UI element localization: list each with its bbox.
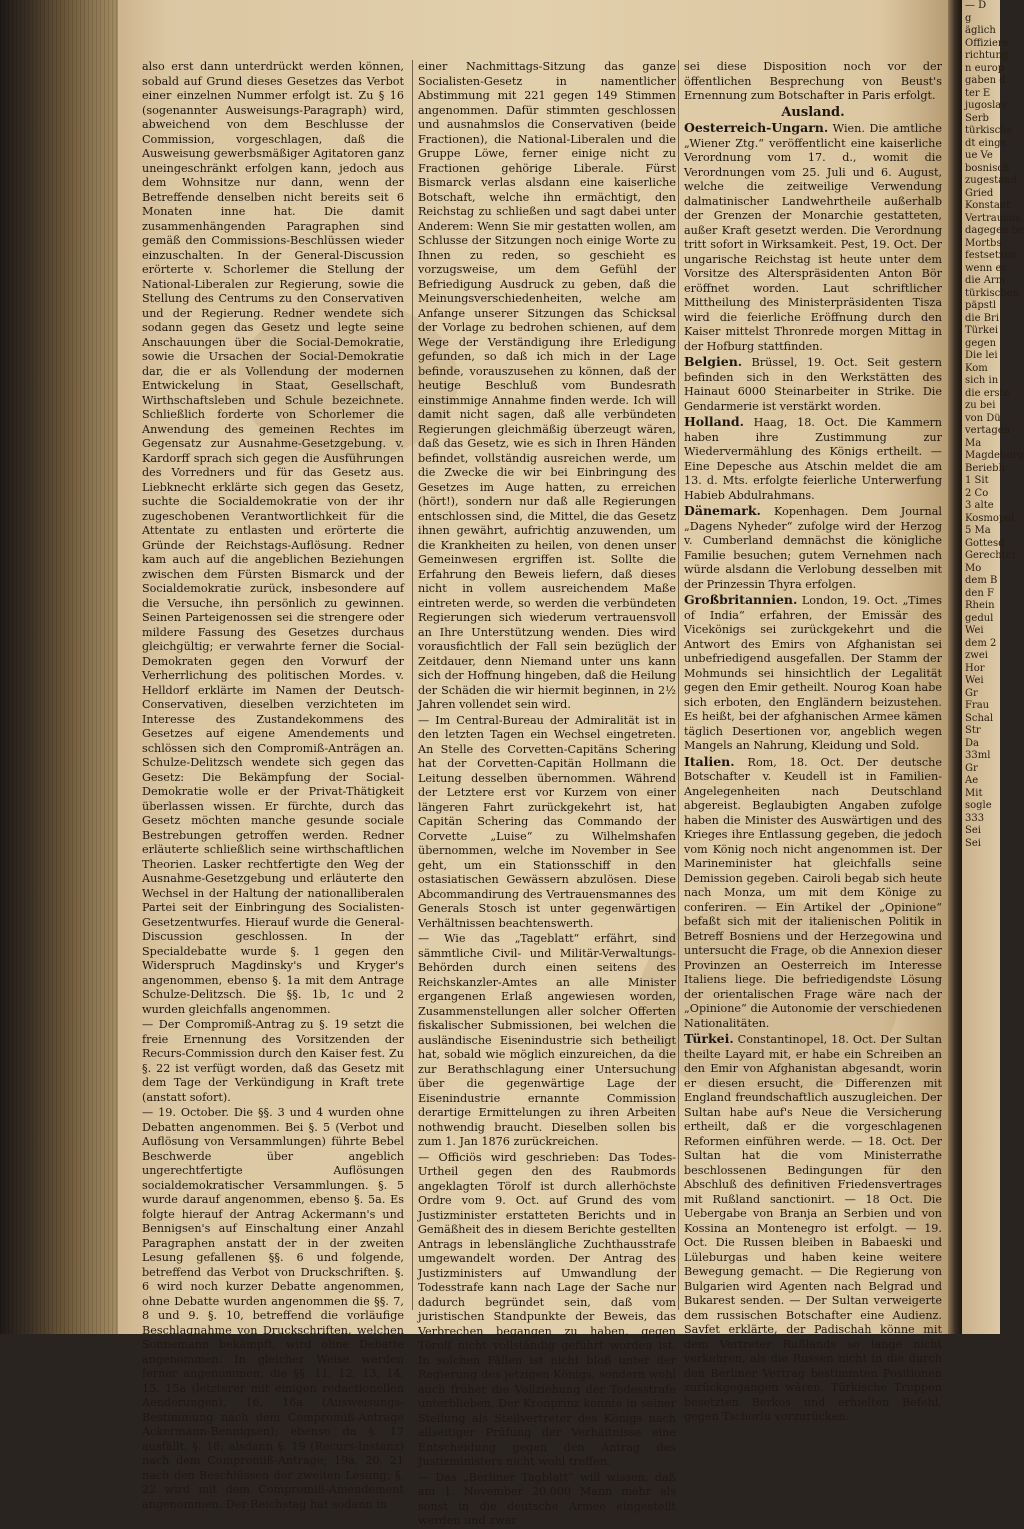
next-page-fragment: Ae xyxy=(965,775,979,786)
next-page-fragment: die Arm xyxy=(965,275,1006,286)
article-paragraph: — Der Compromiß-Antrag zu §. 19 setzt die freie Ernennung des Vorsitzenden der Recurs-Commission durch den Kaiser fest. Zu §. 22 ist verfügt worden, daß das Gesetz mit dem Tage der Verkündigung in Kraft trete (anstatt sofort). xyxy=(142,1018,404,1104)
next-page-fragment: Frau xyxy=(965,700,990,711)
next-page-fragment: Kom xyxy=(965,362,988,374)
next-page-fragment: Kosmopol xyxy=(965,512,1015,524)
next-page-fragment: Rhein xyxy=(965,600,995,611)
next-page-fragment: Türkei xyxy=(965,325,999,336)
next-page-fragment: Magdeburg xyxy=(965,450,1024,461)
section-heading: Ausland. xyxy=(781,104,845,120)
next-page-fragment: gedul xyxy=(965,612,994,624)
next-page-fragment: ter E xyxy=(965,87,991,99)
next-page-fragment: die erste xyxy=(965,387,1010,399)
next-page-fragment: Vertrauens xyxy=(965,212,1021,224)
next-page-fragment: Sei xyxy=(965,825,981,836)
next-page-fragment: Sei xyxy=(965,837,981,849)
country-heading: Italien. xyxy=(684,753,735,769)
next-page-fragment: zu bei xyxy=(965,400,996,411)
next-page-fragment: Gr xyxy=(965,687,978,699)
next-page-fragment: n europ xyxy=(965,62,1005,74)
article-paragraph: einer Nachmittags-Sitzung das ganze Socialisten-Gesetz in namentlicher Abstimmung mit 221 gegen 149 Stimmen angenommen. Dafür stimmten geschlossen und ausnahmslos die Conservativen (beide Fractionen), die National-Liberalen und die Gruppe Löwe, ferner einige nicht zu Fractionen gehörige Liberale. Fürst Bismarck verlas alsdann eine kaiserliche Botschaft, welche ihn ermächtigt, den Reichstag zu schließen und sagt dabei unter Anderem: Wenn Sie mir gestatten wollen, am Schlusse der Sitzungen noch einige Worte zu Ihnen zu reden, so geschieht es vorzugsweise, um dem Gefühl der Befriedigung Ausdruck zu geben, daß die Meinungsverschiedenheiten, welche am Anfange unserer Sitzungen das Schicksal der Vorlage zu bedrohen schienen, auf dem Wege der Verständigung ihre Erledigung gefunden, so daß ich mich in der Lage befinde, vorauszusehen zu können, daß der heutige Beschluß vom Bundesrath einstimmige Annahme finden werde. Ich will damit nicht sagen, daß alle verbündeten Regierungen gleichmäßig überzeugt wären, daß das Gesetz, wie es sich in Ihren Händen befindet, vollständig ausreichen werde, um die Zwecke die wir bei Einbringung des Gesetzes im Auge hatten, zu erreichen (hört!), sondern nur daß alle Regierungen entschlossen sind, die Mittel, die das Gesetz ihnen gewährt, aufrichtig anzuwenden, um die Krankheiten zu heilen, von denen unser Gemeinwesen ergriffen ist. Sollte die Erfahrung den Beweis liefern, daß dieses nicht in vollem ausreichendem Maße eintreten werde, so werden die verbündeten Regierungen sich wiederum vertrauensvoll an Ihre Unterstützung wenden. Dies wird vorausfichtlich der Fall sein bezüglich der Zeitdauer, denn Niemand unter uns kann sich der Hoffnung hingeben, daß die Heilung der Schäden die wir hiermit beginnen, in 2½ Jahren vollendet sein wird. xyxy=(418,60,676,711)
next-page-fragment: wenn er xyxy=(965,262,1007,274)
country-report xyxy=(684,1032,942,1425)
next-page-fragment: Gottesd xyxy=(965,537,1005,549)
next-page-fragment: 333 xyxy=(965,812,985,824)
next-page-fragment: zugestand xyxy=(965,175,1017,186)
country-report-text: Constantinopel, 18. Oct. Der Sultan theilte Layard mit, er habe ein Schreiben an den Emir von Afghanistan abgesandt, worin er diesen ersucht, die Differenzen mit England freundschaftlich auszugleichen. Der Sultan habe auf's Neue die Versicherung ertheilt, daß er die vorgeschlagenen Reformen einführen werde. — 18. Oct. Der Sultan hat die vom Ministerrathe beschlossenen Bedingungen für den Abschluß des definitiven Friedensvertrages mit Rußland sanctionirt. — 18 Oct. Die Uebergabe von Branja an Serbien und von Kossina an Montenegro ist erfolgt. — 19. Oct. Die Russen bleiben in Babaeski und Lüleburgas und haben keine weitere Bewegung gemacht. — Die Regierung von Bulgarien wird Agenten nach Belgrad und Bukarest senden. — Der Sultan verweigerte dem russischen Botschafter eine Audienz. Savfet erklärte, der Padischah könne mit dem Vertreter Rußlands so lange nicht verkehren, als die Russen nicht in die durch den Berliner Vertrag bestimmten Positionen zurückgegangen wären. Türkische Truppen besetzten Berkos und erhielten Befehl, gegen Tschorlu vorzurücken. xyxy=(684,1033,942,1423)
next-page-fragment: türkischen xyxy=(965,287,1020,299)
next-page-fragment: Str xyxy=(965,725,981,736)
next-page-fragment: sich in xyxy=(965,375,999,386)
country-report-text: Kopenhagen. Dem Journal „Dagens Nyheder“ zufolge wird der Herzog v. Cumberland demnächst die königliche Familie besuchen; gutem Vernehmen nach würde alsdann die Verlobung desselben mit der Prinzessin Thyra erfolgen. xyxy=(684,505,942,591)
next-page-fragment: festsetzen xyxy=(965,250,1017,261)
newspaper-page xyxy=(118,0,948,1527)
country-report xyxy=(684,755,942,1032)
country-report-text: Rom, 18. Oct. Der deutsche Botschafter v. Keudell ist in Familien-Angelegenheiten nach Deutschland abgereist. Beglaubigten Angaben zufolge haben die Minister des Auswärtigen und des Krieges ihre Entlassung gegeben, die jedoch vom König noch nicht angenommen ist. Der Marineminister hat gleichfalls seine Demission gegeben. Cairoli begab sich heute nach Monza, um mit dem Könige zu conferiren. — Ein Artikel der „Opinione“ befaßt sich mit der italienischen Politik in Betreff Bosniens und der Herzegowina und untersucht die Frage, ob die Annexion dieser Provinzen an Oesterreich im Interesse Italiens liege. Die befriedigendste Lösung der orientalischen Frage wäre nach der „Opinione“ die Autonomie der verschiedenen Nationalitäten. xyxy=(684,755,942,1030)
next-page-fragment: Gried xyxy=(965,187,994,199)
next-page-edge xyxy=(962,0,1024,1334)
column-2 xyxy=(412,60,676,1527)
next-page-fragment: Wei xyxy=(965,675,984,686)
article-paragraph: — Wie das „Tageblatt“ erfährt, sind sämmtliche Civil- und Militär-Verwaltungs-Behörden durch einen seitens des Reichskanzler-Amtes an alle Minister ergangenen Erlaß angewiesen worden, Zusammenstellungen aller solcher Offerten fiskalischer Submissionen, bei welchen die ausländische Eisenindustrie sich betheiligt hat, sobald wie möglich einzureichen, da die zur Berathschlagung einer Untersuchung über die gegenwärtige Lage der Eisenindustrie ernannte Commission derartige Ermittelungen zu ihren Arbeiten nothwendig braucht. Dieselben sollen bis zum 1. Jan 1876 zurückreichen. xyxy=(418,932,676,1148)
article-paragraph: — Im Central-Bureau der Admiralität ist in den letzten Tagen ein Wechsel eingetreten. An Stelle des Corvetten-Capitäns Schering hat der Corvetten-Capitän Hollmann die Leitung desselben übernommen. Während der Letztere erst vor Kurzem von einer längeren Fahrt zurückgekehrt ist, hat Capitän Schering das Commando der Corvette „Luise“ zu Wilhelmshafen übernommen, welche im November in See geht, um ein Stationsschiff in den ostasiatischen Gewässern abzulösen. Diese Abcommandirung des Vertrauensmannes des Generals Stosch ist unter gegenwärtigen Verhältnissen beachtenswerth. xyxy=(418,713,676,930)
next-page-fragment: dagegen be xyxy=(965,225,1024,236)
next-page-fragment: päpstl xyxy=(965,300,997,311)
article-paragraph: — 19. October. Die §§. 3 und 4 wurden ohne Debatten angenommen. Bei §. 5 (Verbot und Auflösung von Versammlungen) führte Bebel Beschwerde über angeblich ungerechtfertigte Auflösungen socialdemokratischer Versammlungen. §. 5 wurde darauf angenommen, ebenso §. 5a. Es folgte hierauf der Antrag Ackermann's und Bennigsen's auf Einschaltung einer Anzahl Paragraphen anstatt der in der zweiten Lesung gefallenen §§. 6 und folgende, betreffend das Verbot von Druckschriften. §. 6 wird noch kurzer Debatte angenommen, ohne Debatte wurden angenommen die §§. 7, 8 und 9. §. 10, betreffend die vorläufige Beschlagnahme von Druckschriften, welchen Sonnemann bekämpft, wird ohne Debatte angenommen. In gleicher Weise werden ferner angenommen, die §§. 11, 12, 13, 14, 15, 15a (letzterer mit einigen redactionellen Aenderungen), 16, 16a (Ausweisungs-Bestimmung nach dem Compromiß-Antrage Ackermann-Bennigsen); ebenso da §. 17 ausfällt, §. 18; alsdann §. 19 (Recurs-Instanz) nach dem Compromiß-Antrage; 19a, 20, 21 nach den Beschlüssen der zweiten Lesung; §. 22 wird mit dem Compromiß-Amendement angenommen. Der Reichstag hat sodann in xyxy=(142,1106,404,1511)
next-page-fragment: vertagen xyxy=(965,425,1011,436)
country-report xyxy=(684,355,942,414)
country-report-text: Haag, 18. Oct. Die Kammern haben ihre Zustimmung zur Wiedervermählung des Königs ertheilt. — Eine Depesche aus Atschin meldet die am 13. d. Mts. erfolgte feierliche Unterwerfung Habieb Abdulrahmans. xyxy=(684,416,942,502)
article-paragraph: — Das „Berliner Tagblatt“ will wissen, daß am 1. November 20,000 Mann mehr als sonst in die deutsche Armee eingestellt werden und zwar xyxy=(418,1470,676,1527)
country-report-text: London, 19. Oct. „Times of India“ erfahren, der Emissär des Vicekönigs sei zurückgekehrt und die Antwort des Emirs von Afghanistan sei unbefriedigend ausgefallen. Der Stamm der Mohmunds sei hinsichtlich der Legalität gegen den Emir getheilt. Nourog Koan habe sich erboten, den Engländern beizustehen. Es heißt, bei der afghanischen Armee kämen täglich Desertionen vor, angeblich wegen Mangels an Nahrung, Kleidung und Sold. xyxy=(684,594,942,752)
next-page-fragment: gegen xyxy=(965,337,997,349)
country-report xyxy=(684,415,942,503)
next-page-fragment: 3 alte xyxy=(965,500,994,511)
country-heading: Belgien. xyxy=(684,354,743,369)
next-page-fragment: sogle xyxy=(965,800,992,811)
next-page-fragment: ue Ve xyxy=(965,150,993,161)
next-page-fragment: g xyxy=(965,12,972,24)
next-page-fragment: dem B xyxy=(965,575,998,586)
next-page-fragment: Mo xyxy=(965,562,982,574)
next-page-fragment: jugoslav xyxy=(965,100,1007,111)
next-page-fragment: türkische xyxy=(965,125,1013,136)
next-page-fragment: richtung xyxy=(965,50,1009,61)
next-page-fragment: von Dü xyxy=(965,412,1001,424)
next-page-fragment: 1 Sit xyxy=(965,475,989,486)
next-page-fragment: Da xyxy=(965,737,979,749)
next-page-fragment: gaben d xyxy=(965,75,1006,86)
column-1 xyxy=(142,60,404,1511)
country-report-text: Wien. Die amtliche „Wiener Ztg.“ veröffentlicht eine kaiserliche Verordnung vom 17. d., womit die Verordnungen vom 25. Juli und 6. August, welche die zeitweilige Verwendung dalmatinischer Landwehrtheile außerhalb der Grenzen der Monarchie gestatteten, außer Kraft gesetzt werden. Die Verordnung tritt sofort in Wirksamkeit. Pest, 19. Oct. Der ungarische Reichstag ist heute unter dem Vorsitze des Alterspräsidenten Anton Bör eröffnet worden. Laut schriftlicher Mittheilung des Ministerpräsidenten Tisza wird die feierliche Eröffnung durch den Kaiser mittelst Thronrede morgen Mittag in der Hofburg stattfinden. xyxy=(684,122,942,353)
next-page-fragment: Gr xyxy=(965,762,978,774)
article-paragraph: sei diese Disposition noch vor der öffentlichen Besprechung von Beust's Ernennung zum Botschafter in Paris erfolgt. xyxy=(684,60,942,102)
next-page-fragment: Serb xyxy=(965,112,989,124)
next-page-fragment: den F xyxy=(965,587,994,599)
article-paragraph: — Officiös wird geschrieben: Das Todes-Urtheil gegen den des Raubmords angeklagten Törolf ist durch allerhöchste Ordre vom 9. Oct. auf Grund des vom Justizminister erstatteten Berichts und in Gemäßheit des in diesem Berichte gestellten Antrags in lebenslängliche Zuchthausstrafe umgewandelt worden. Der Antrag des Justizministers auf Umwandlung der Todesstrafe kann nach Lage der Sache nur dadurch begründet sein, daß vom juristischen Standpunkte der Beweis, das Verbrechen begangen zu haben, gegen Törolf nicht vollständig geführt worden ist. In solchen Fällen ist nicht bloß unter der Regierung des jetzigen Königs, sondern wohl auch früher die Vollziehung der Todesstrafe unterblieben. Der Kronprinz konnte in seiner Stellung als Stellvertreter des Königs nach allseitiger Prüfung der Verhältnisse eine Entscheidung gegen den Antrag des Justizministers nicht wohl treffen. xyxy=(418,1150,676,1468)
next-page-fragment: Mortbs xyxy=(965,237,1002,249)
country-heading: Dänemark. xyxy=(684,503,761,518)
book-binding-edge xyxy=(0,0,118,1334)
next-page-fragment: zwei xyxy=(965,650,988,661)
next-page-fragment: Offiziere xyxy=(965,37,1009,49)
next-page-fragment: Die lei xyxy=(965,350,998,361)
country-heading: Türkei. xyxy=(684,1031,734,1046)
next-page-fragment: 33ml xyxy=(965,750,991,761)
next-page-fragment: Mit xyxy=(965,787,983,799)
article-paragraph: also erst dann unterdrückt werden können, sobald auf Grund dieses Gesetzes das Verbot einer einzelnen Nummer erfolgt ist. Zu § 16 (sogenannter Ausweisungs-Paragraph) wird, abweichend von dem Beschlusse der Commission, vorgeschlagen, daß die Ausweisung gewerbsmäßiger Agitatoren ganz uneingeschränkt erfolgen kann, jedoch aus dem Wohnsitze nur dann, wenn der Betreffende denselben nicht bereits seit 6 Monaten inne hat. Die damit zusammenhängenden Paragraphen sind gemäß den Commissions-Beschlüssen wieder einzuschalten. In der General-Discussion erörterte v. Schorlemer die Stellung der National-Liberalen zur Regierung, sowie die Stellung des Centrums zu den Conservativen und der Regierung. Redner wendete sich sodann gegen das Gesetz und legte seine Anschauungen über die Social-Demokratie, sowie die Ursachen der Social-Demokratie dar, die er als Vollendung der modernen Entwickelung in Staat, Gesellschaft, Wirthschaftsleben und Schule bezeichnete. Schließlich forderte von Schorlemer die Anwendung des gemeinen Rechtes im Gegensatz zur Ausnahme-Gesetzgebung. v. Kardorff sprach sich gegen die Ausführungen des Vorredners und für das Gesetz aus. Liebknecht erklärte sich gegen das Gesetz, suchte die Socialdemokratie von der ihr zugeschobenen Verantwortlichkeit für die Attentate zu entlasten und erörterte die Gründe der Reichstags-Auflösung. Redner kam auch auf die angeblichen Beziehungen zwischen dem Fürsten Bismarck und der Socialdemokratie zurück, insbesondere auf die Versuche, ihn persönlich zu gewinnen. Seinen Parteigenossen sei die strengere oder mildere Fassung des Gesetzes durchaus gleichgültig; er verwahrte ferner die Social-Demokraten gegen den Vorwurf der Verherrlichung des politischen Mordes. v. Helldorf erklärte im Namen der Deutsch-Conservativen, dieselben verzichteten im Interesse des Zustandekommens des Gesetzes auf eigene Amendements und schlössen sich den Compromiß-Anträgen an. Schulze-Delitzsch wendete sich gegen das Gesetz: Die Bekämpfung der Social-Demokratie wolle er der Privat-Thätigkeit überlassen wissen. Er fürchte, durch das Gesetz möchten manche gesunde sociale Bestrebungen getroffen werden. Redner erläuterte schließlich seine wirthschaftlichen Theorien. Lasker rechtfertigte den Weg der Ausnahme-Gesetzgebung und erläuterte den Wechsel in der Haltung der nationalliberalen Partei seit der Einbringung des Socialisten-Gesetzentwurfes. Hierauf wurde die General-Discussion geschlossen. In der Specialdebatte wurde §. 1 gegen den Widerspruch Magdinsky's und Kryger's angenommen, ebenso §. 1a mit dem Antrage Schulze-Delitzsch. Die §§. 1b, 1c und 2 wurden gleichfalls angenommen. xyxy=(142,60,404,1016)
next-page-fragment: Schal xyxy=(965,712,994,724)
next-page-fragment: Ma xyxy=(965,437,982,449)
next-page-fragment: Wei xyxy=(965,625,984,636)
next-page-fragment: bosnisch xyxy=(965,162,1010,174)
next-page-fragment: Hor xyxy=(965,662,985,674)
next-page-fragment: äglich xyxy=(965,25,996,36)
country-report xyxy=(684,121,942,354)
next-page-fragment: dt einge xyxy=(965,137,1007,149)
next-page-fragment: — D xyxy=(965,0,987,11)
next-page-fragment: 5 Ma xyxy=(965,525,991,536)
next-page-fragment: die Bri xyxy=(965,312,1000,324)
page-gutter xyxy=(948,0,962,1334)
country-report xyxy=(684,504,942,592)
country-heading: Oesterreich-Ungarn. xyxy=(684,120,829,135)
country-heading: Großbritannien. xyxy=(684,592,798,607)
country-report xyxy=(684,593,942,754)
next-page-fragment: 2 Co xyxy=(965,487,989,499)
country-report-text: Brüssel, 19. Oct. Seit gestern befinden sich in den Werkstätten des Hainaut 6000 Steinarbeiter in Strike. Die Gendarmerie ist verstärkt worden. xyxy=(684,356,942,413)
country-heading: Holland. xyxy=(684,414,744,429)
column-3 xyxy=(678,60,942,1423)
next-page-fragment: Gerechter xyxy=(965,550,1017,561)
next-page-fragment: Beriebh xyxy=(965,462,1006,474)
next-page-fragment: Konstant xyxy=(965,200,1011,211)
next-page-fragment: dem 2 xyxy=(965,637,997,649)
